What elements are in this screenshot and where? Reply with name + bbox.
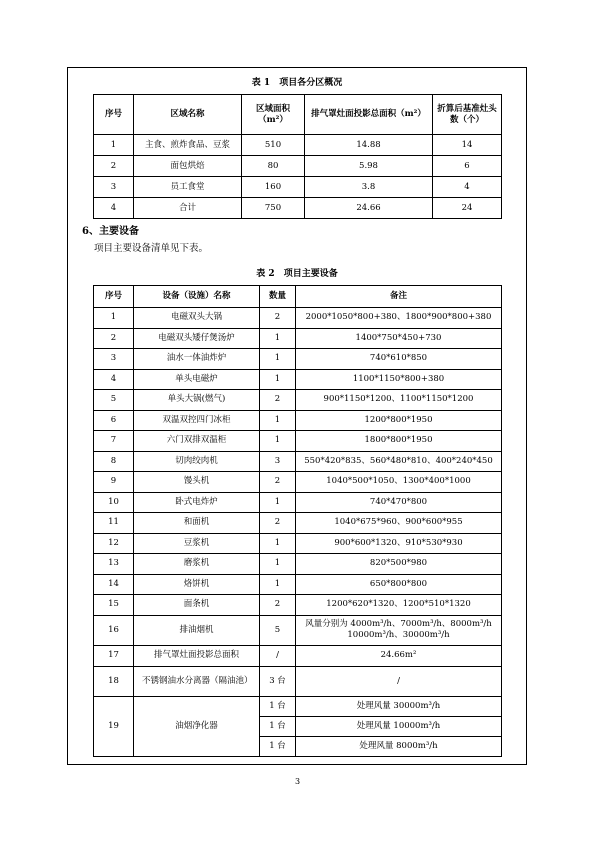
table-cell: 7	[94, 431, 134, 452]
table-cell: 3	[260, 451, 296, 472]
table-cell: 2	[260, 595, 296, 616]
table-row	[94, 410, 502, 431]
table-cell: 900*1150*1200、1100*1150*1200	[296, 390, 502, 411]
table-cell: 面包烘焙	[134, 156, 242, 177]
table-cell: 1 台	[260, 736, 296, 756]
table-cell: 2	[94, 156, 134, 177]
page-number: 3	[294, 777, 301, 786]
table-cell: 1800*800*1950	[296, 431, 502, 452]
table-row	[94, 328, 502, 349]
table-row	[94, 156, 502, 177]
table-row	[94, 696, 502, 716]
table-cell: 1	[260, 554, 296, 575]
table-cell: 17	[94, 645, 134, 666]
table-cell: 510	[242, 135, 305, 156]
table-cell: 1200*620*1320、1200*510*1320	[296, 595, 502, 616]
table-cell: 18	[94, 666, 134, 696]
table2-header-cell: 序号	[94, 286, 134, 308]
table-cell: 1	[260, 574, 296, 595]
table-cell: 2	[260, 472, 296, 493]
table-cell: 排油烟机	[134, 615, 260, 645]
table-cell: 3.8	[305, 177, 433, 198]
table-row	[94, 177, 502, 198]
table-cell: 排气罩灶面投影总面积	[134, 645, 260, 666]
table-cell: 550*420*835、560*480*810、400*240*450	[296, 451, 502, 472]
table-cell: 员工食堂	[134, 177, 242, 198]
table1	[93, 94, 502, 219]
table-cell: 1 台	[260, 696, 296, 716]
table-cell: 1	[260, 533, 296, 554]
table-cell: 6	[94, 410, 134, 431]
table1-caption: 表 1 项目各分区概况	[251, 78, 343, 88]
table-cell: 六门双排双温柜	[134, 431, 260, 452]
table-cell: 5.98	[305, 156, 433, 177]
table-cell: 单头大锅(燃气)	[134, 390, 260, 411]
table-cell: 2	[94, 328, 134, 349]
table-row	[94, 431, 502, 452]
table-row	[94, 135, 502, 156]
table-cell: 740*470*800	[296, 492, 502, 513]
table1-header-cell: 区域面积（m²）	[242, 95, 305, 135]
table2-header-cell: 备注	[296, 286, 502, 308]
table-cell	[296, 615, 502, 645]
table-cell: 4	[433, 177, 502, 198]
table-cell: 面条机	[134, 595, 260, 616]
table2-header-cell: 设备（设施）名称	[134, 286, 260, 308]
table-row	[94, 308, 502, 329]
table-cell: 160	[242, 177, 305, 198]
table-cell: 5	[94, 390, 134, 411]
table-cell: 主食、煎炸食品、豆浆	[134, 135, 242, 156]
table-cell: 烙饼机	[134, 574, 260, 595]
table-row	[94, 666, 502, 696]
table-cell: 不锈钢油水分离器（隔油池）	[134, 666, 260, 696]
table-cell: 8	[94, 451, 134, 472]
table-row	[94, 595, 502, 616]
table-cell: 1	[260, 410, 296, 431]
table-cell: 24	[433, 198, 502, 219]
table-cell: 4	[94, 198, 134, 219]
table-cell: 切肉绞肉机	[134, 451, 260, 472]
table-cell: 合计	[134, 198, 242, 219]
table-cell: 1400*750*450+730	[296, 328, 502, 349]
table-cell: 2	[260, 308, 296, 329]
table-cell: 1100*1150*800+380	[296, 369, 502, 390]
table-cell: 9	[94, 472, 134, 493]
table-cell: 750	[242, 198, 305, 219]
table2	[93, 285, 502, 757]
table-cell: 1040*500*1050、1300*400*1000	[296, 472, 502, 493]
table-row	[94, 492, 502, 513]
table-row	[94, 198, 502, 219]
table-row	[94, 451, 502, 472]
table-cell: 80	[242, 156, 305, 177]
table-row	[94, 533, 502, 554]
table-row	[94, 390, 502, 411]
table-cell: 14.88	[305, 135, 433, 156]
table-row	[94, 574, 502, 595]
table-cell: 和面机	[134, 513, 260, 534]
table-cell: 16	[94, 615, 134, 645]
section-paragraph: 项目主要设备清单见下表。	[94, 243, 209, 254]
table-cell: 14	[433, 135, 502, 156]
table-cell: 13	[94, 554, 134, 575]
table-cell: 3	[94, 177, 134, 198]
table-cell: 处理风量 10000m³/h	[296, 716, 502, 736]
table-row	[94, 472, 502, 493]
table-cell: 3 台	[260, 666, 296, 696]
table-cell: 1200*800*1950	[296, 410, 502, 431]
table-row	[94, 645, 502, 666]
table-cell: 900*600*1320、910*530*930	[296, 533, 502, 554]
table1-header-cell: 序号	[94, 95, 134, 135]
note-line: 10000m³/h、30000m³/h	[347, 630, 450, 640]
table-cell: 卧式电炸炉	[134, 492, 260, 513]
section-heading: 6、主要设备	[82, 226, 139, 237]
table-row	[94, 513, 502, 534]
table-cell: 2	[260, 513, 296, 534]
table-cell: 14	[94, 574, 134, 595]
note-line: 风量分别为 4000m³/h、7000m³/h、8000m³/h	[305, 619, 492, 629]
table-cell: 24.66	[305, 198, 433, 219]
table-row	[94, 615, 502, 645]
table-cell: 电磁双头矮仔煲汤炉	[134, 328, 260, 349]
table1-header-cell: 折算后基准灶头数（个）	[433, 95, 502, 135]
table2-caption: 表 2 项目主要设备	[256, 269, 338, 279]
table-cell: 1 台	[260, 716, 296, 736]
table-cell: 6	[433, 156, 502, 177]
table1-header-row	[94, 95, 502, 135]
table-cell: 单头电磁炉	[134, 369, 260, 390]
table-cell: 油水一体油炸炉	[134, 349, 260, 370]
table-cell: 3	[94, 349, 134, 370]
table-cell: 1	[94, 308, 134, 329]
table-cell: 油烟净化器	[134, 696, 260, 756]
table-cell: 2	[260, 390, 296, 411]
table-cell: 处理风量 8000m³/h	[296, 736, 502, 756]
table-cell: 740*610*850	[296, 349, 502, 370]
table2-header-cell: 数量	[260, 286, 296, 308]
table-cell: 4	[94, 369, 134, 390]
table-row	[94, 554, 502, 575]
table-cell: 5	[260, 615, 296, 645]
table-cell: 10	[94, 492, 134, 513]
table-cell: 19	[94, 696, 134, 756]
table-cell: 1	[260, 369, 296, 390]
table-row	[94, 369, 502, 390]
table1-header-cell: 排气罩灶面投影总面积（m²）	[305, 95, 433, 135]
table-cell: 1	[260, 328, 296, 349]
table-cell: 1	[260, 349, 296, 370]
table-cell: 电磁双头大锅	[134, 308, 260, 329]
table-cell: 1040*675*960、900*600*955	[296, 513, 502, 534]
table1-header-cell: 区域名称	[134, 95, 242, 135]
table-cell: 15	[94, 595, 134, 616]
table-cell: 1	[94, 135, 134, 156]
table-cell: /	[260, 645, 296, 666]
table-cell: 馒头机	[134, 472, 260, 493]
table-cell: 24.66m²	[296, 645, 502, 666]
table-cell: 12	[94, 533, 134, 554]
table-cell: 1	[260, 492, 296, 513]
table-row	[94, 349, 502, 370]
table2-header-row	[94, 286, 502, 308]
table-cell: 处理风量 30000m³/h	[296, 696, 502, 716]
table-cell: 豆浆机	[134, 533, 260, 554]
table-cell: 磨浆机	[134, 554, 260, 575]
table-cell: 双温双控四门冰柜	[134, 410, 260, 431]
table-cell: /	[296, 666, 502, 696]
table-cell: 820*500*980	[296, 554, 502, 575]
table-cell: 2000*1050*800+380、1800*900*800+380	[296, 308, 502, 329]
table-cell: 11	[94, 513, 134, 534]
table-cell: 1	[260, 431, 296, 452]
table-cell: 650*800*800	[296, 574, 502, 595]
